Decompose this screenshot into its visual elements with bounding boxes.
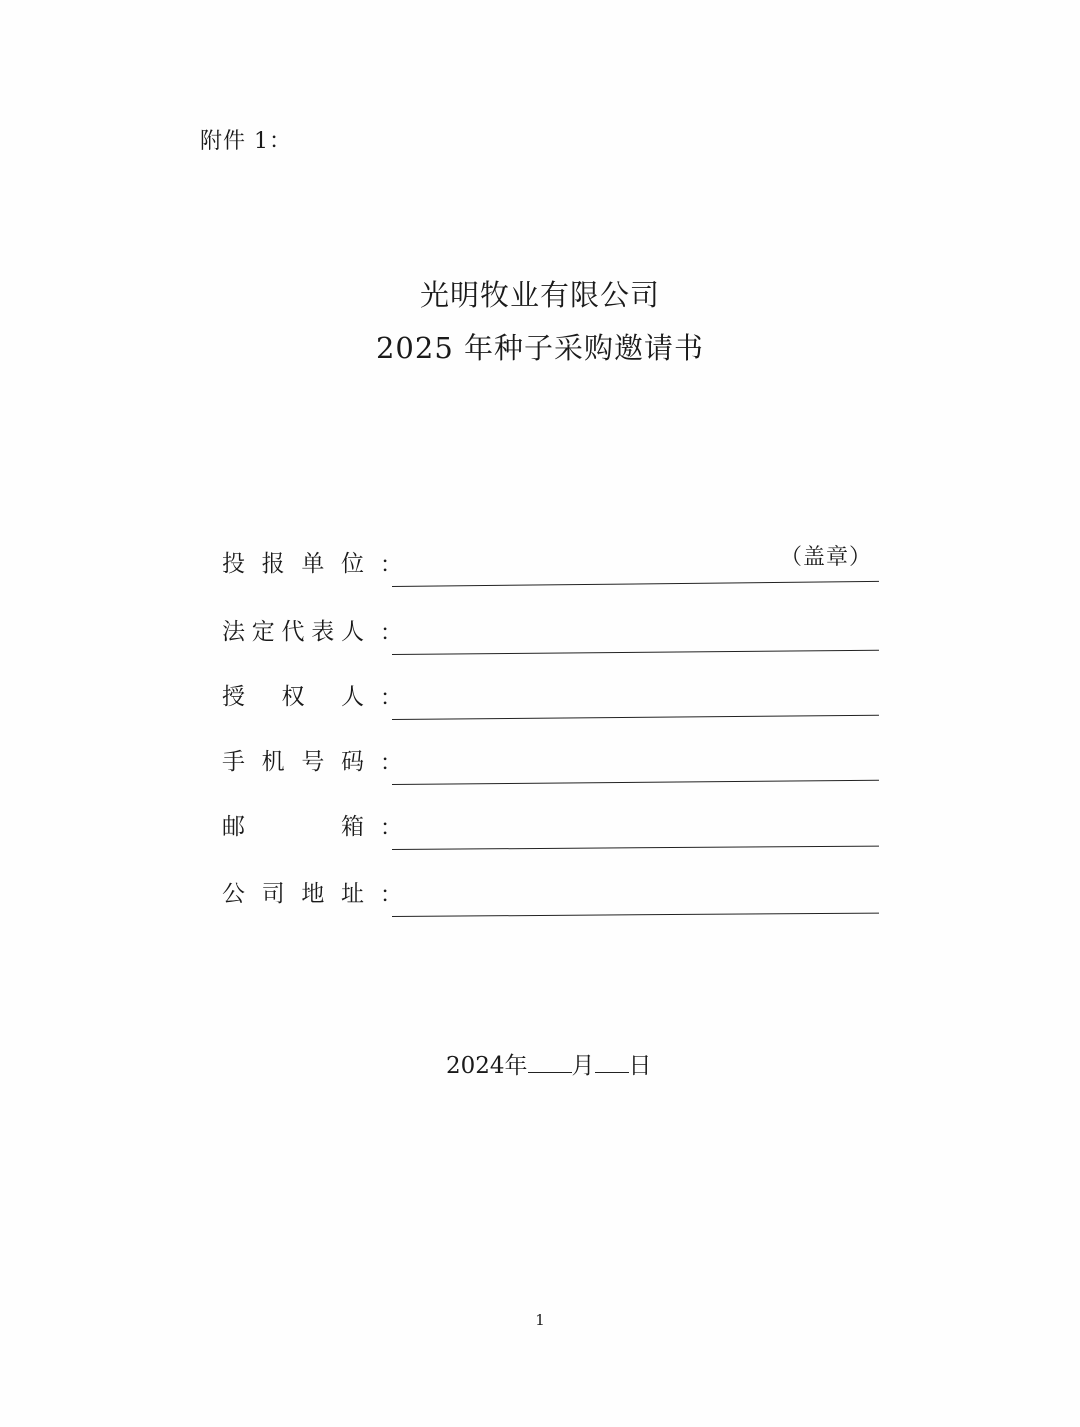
- field-company-address: [222, 878, 887, 938]
- date-line: [446, 1047, 652, 1080]
- label-char: 位: [340, 551, 364, 577]
- field-label: [222, 746, 364, 778]
- field-label: [222, 681, 364, 713]
- field-bidding-unit: [222, 548, 887, 608]
- stamp-note: （盖章）: [780, 545, 873, 570]
- page-number: 1: [535, 1311, 545, 1329]
- label-char: 表: [311, 619, 335, 645]
- label-char: 单: [301, 551, 325, 577]
- field-label: [222, 548, 364, 580]
- label-char: 邮: [222, 814, 245, 840]
- field-email: [222, 811, 887, 871]
- label-char: 手: [222, 749, 245, 775]
- label-char: 机: [261, 749, 285, 775]
- date-month-suffix: 月: [571, 1053, 595, 1079]
- month-blank[interactable]: [528, 1052, 572, 1073]
- label-char: 人: [341, 619, 364, 645]
- attachment-label: 附件 1：: [200, 129, 292, 154]
- field-phone-number: [222, 746, 887, 806]
- label-char: 投: [222, 551, 245, 577]
- label-char: 地: [301, 881, 325, 907]
- label-char: 法: [222, 619, 245, 645]
- field-colon: ：: [380, 816, 403, 841]
- label-char: 授: [222, 684, 245, 710]
- date-year: 2024: [446, 1053, 505, 1079]
- field-colon: ：: [380, 553, 403, 578]
- company-address-fill-line[interactable]: [392, 913, 879, 917]
- label-char: 权: [281, 684, 305, 710]
- field-colon: ：: [380, 751, 403, 776]
- field-colon: ：: [380, 883, 403, 908]
- legal-representative-fill-line[interactable]: [392, 650, 879, 655]
- document-title-year: 2025: [375, 331, 454, 365]
- label-char: 公: [222, 881, 245, 907]
- label-char: 定: [251, 619, 275, 645]
- company-title: 光明牧业有限公司: [419, 278, 660, 312]
- label-char: 司: [261, 881, 285, 907]
- authorized-person-fill-line[interactable]: [392, 715, 879, 720]
- label-char: 号: [301, 749, 325, 775]
- field-colon: ：: [380, 621, 403, 646]
- email-fill-line[interactable]: [392, 846, 879, 850]
- field-label: [222, 878, 364, 910]
- phone-number-fill-line[interactable]: [392, 780, 879, 785]
- bidding-unit-fill-line[interactable]: [392, 581, 879, 587]
- field-label: [222, 616, 364, 648]
- label-char: 码: [340, 749, 364, 775]
- day-blank[interactable]: [595, 1052, 629, 1073]
- field-label: [222, 811, 364, 843]
- label-char: 代: [281, 619, 305, 645]
- label-char: 箱: [341, 814, 364, 840]
- label-char: 人: [341, 684, 364, 710]
- label-char: 报: [261, 551, 285, 577]
- document-title-text: 年种子采购邀请书: [453, 331, 705, 365]
- field-authorized-person: [222, 681, 887, 741]
- date-day-suffix: 日: [628, 1053, 652, 1079]
- label-char: 址: [340, 881, 364, 907]
- date-year-suffix: 年: [504, 1053, 528, 1079]
- field-legal-representative: [222, 616, 887, 676]
- document-title: [0, 326, 1080, 367]
- field-colon: ：: [380, 686, 403, 711]
